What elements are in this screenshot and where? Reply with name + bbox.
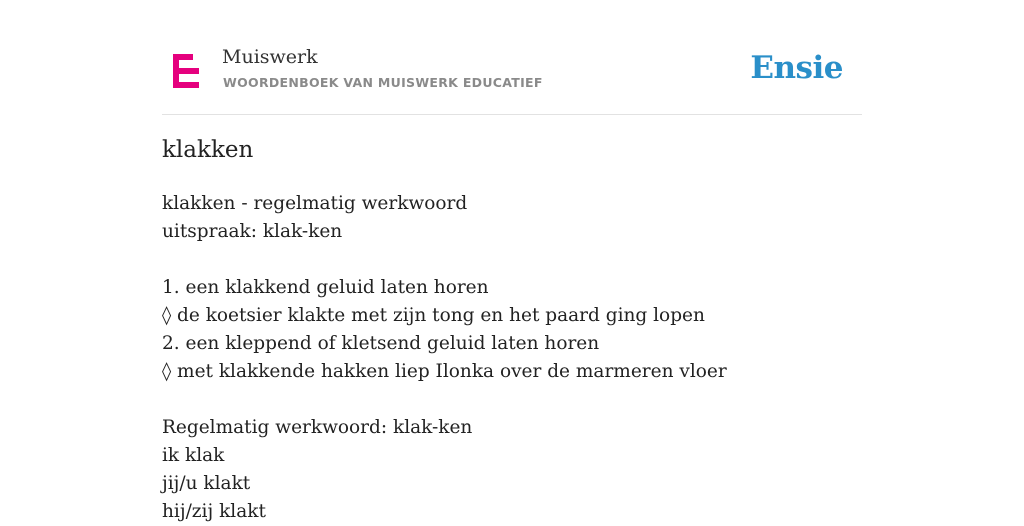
entry-line-blank bbox=[162, 246, 862, 274]
entry-line-meaning-2: 2. een kleppend of kletsend geluid laten horen bbox=[162, 333, 600, 354]
entry-line-conjugation: ik klak bbox=[162, 445, 225, 466]
page-title: klakken bbox=[162, 137, 254, 163]
entry-line-conjugation-heading: Regelmatig werkwoord: klak-ken bbox=[162, 417, 473, 438]
source-subtitle: WOORDENBOEK VAN MUISWERK EDUCATIEF bbox=[223, 75, 543, 90]
entry-line-example-2: ◊ met klakkende hakken liep Ilonka over de marmeren vloer bbox=[162, 361, 727, 382]
entry-line-word-type: klakken - regelmatig werkwoord bbox=[162, 193, 468, 214]
ensie-logo[interactable]: Ensie bbox=[750, 50, 843, 86]
source-name[interactable]: Muiswerk bbox=[222, 46, 318, 68]
entry-line-example-1: ◊ de koetsier klakte met zijn tong en het paard ging lopen bbox=[162, 305, 705, 326]
page bbox=[162, 0, 862, 522]
entry-line-conjugation: hij/zij klakt bbox=[162, 501, 266, 522]
definition-text bbox=[162, 190, 862, 526]
entry-line-blank bbox=[162, 386, 862, 414]
header bbox=[162, 0, 862, 115]
entry-line-meaning-1: 1. een klakkend geluid laten horen bbox=[162, 277, 489, 298]
muiswerk-logo-icon[interactable] bbox=[173, 54, 199, 88]
entry-line-conjugation: jij/u klakt bbox=[162, 473, 251, 494]
entry-line-pronunciation: uitspraak: klak-ken bbox=[162, 221, 343, 242]
